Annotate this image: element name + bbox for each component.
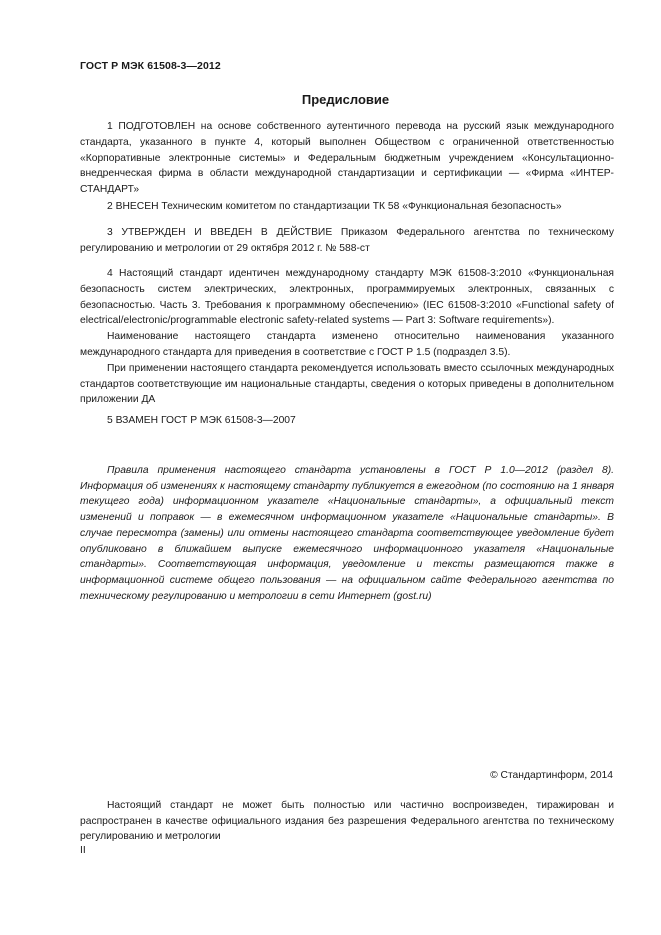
page-title: Предисловие bbox=[301, 92, 390, 107]
foreword-paragraph: Наименование настоящего стандарта изменено относительно наименования указанного международного стандарта для приведения в соответствие с ГОСТ Р 1.5 (подраздел 3.5). bbox=[80, 331, 614, 358]
foreword-paragraph: При применении настоящего стандарта рекомендуется использовать вместо ссылочных международных стандартов соответствующие им национальные стандарты, сведения о которых приведены в дополнительном приложении ДА bbox=[80, 362, 614, 406]
copyright-line: © Стандартинформ, 2014 bbox=[490, 770, 613, 781]
foreword-item-3 bbox=[80, 225, 614, 257]
application-rules-notice bbox=[80, 463, 614, 604]
reproduction-paragraph: Настоящий стандарт не может быть полностью или частично воспроизведен, тиражирован и распространен в качестве официального издания без разрешения Федерального агентства по техническому регулированию и метрологии bbox=[80, 800, 614, 843]
foreword-paragraph: 3 УТВЕРЖДЕН И ВВЕДЕН В ДЕЙСТВИЕ Приказом Федерального агентства по техническому регулированию и метрологии от 29 октября 2012 г. № 588-ст bbox=[80, 227, 614, 254]
foreword-item-5 bbox=[80, 413, 614, 429]
page-number: II bbox=[80, 845, 86, 856]
reproduction-notice bbox=[80, 798, 614, 845]
notice-paragraph: Правила применения настоящего стандарта установлены в ГОСТ Р 1.0—2012 (раздел 8). Информация об изменениях к настоящему стандарту публикуется в ежегодном (по состоянию на 1 января текущего года) информационном указателе «Национальные стандарты», а официальный текст изменений и поправок — в ежемесячном информационном указателе «Национальные стандарты». В случае пересмотра (замены) или отмены настоящего стандарта соответствующее уведомление будет опубликовано в ближайшем выпуске ежемесячного информационного указателя «Национальные стандарты». Соответствующая информация, уведомление и тексты размещаются также в информационной системе общего пользования — на официальном сайте Федерального агентства по техническому регулированию и метрологии в сети Интернет (gost.ru) bbox=[80, 465, 614, 602]
foreword-paragraph: 4 Настоящий стандарт идентичен международному стандарту МЭК 61508-3:2010 «Функциональная безопасность систем электрических, электронных, программируемых электронных, связанных с безопасностью. Часть 3. Требования к программному обеспечению» (IEC 61508-3:2010 «Functional safety of electrical/electronic/programmable electronic safety-related systems — Part 3: Software requirements»). bbox=[80, 268, 614, 327]
foreword-item-1 bbox=[80, 119, 614, 198]
foreword-item-4 bbox=[80, 266, 614, 408]
document-code-header: ГОСТ Р МЭК 61508-3—2012 bbox=[80, 60, 221, 72]
foreword-paragraph: 1 ПОДГОТОВЛЕН на основе собственного аутентичного перевода на русский язык международного стандарта, указанного в пункте 4, который выполнен Обществом с ограниченной ответственностью «Корпоративные электронные системы» и Федеральным бюджетным учреждением «Консультационно-внедренческая фирма в области международной стандартизации и сертификации — «Фирма «ИНТЕР-СТАНДАРТ» bbox=[80, 121, 614, 196]
foreword-paragraph: 5 ВЗАМЕН ГОСТ Р МЭК 61508-3—2007 bbox=[107, 415, 296, 426]
foreword-paragraph: 2 ВНЕСЕН Техническим комитетом по стандартизации ТК 58 «Функциональная безопасность» bbox=[107, 201, 562, 212]
foreword-item-2 bbox=[80, 199, 614, 215]
